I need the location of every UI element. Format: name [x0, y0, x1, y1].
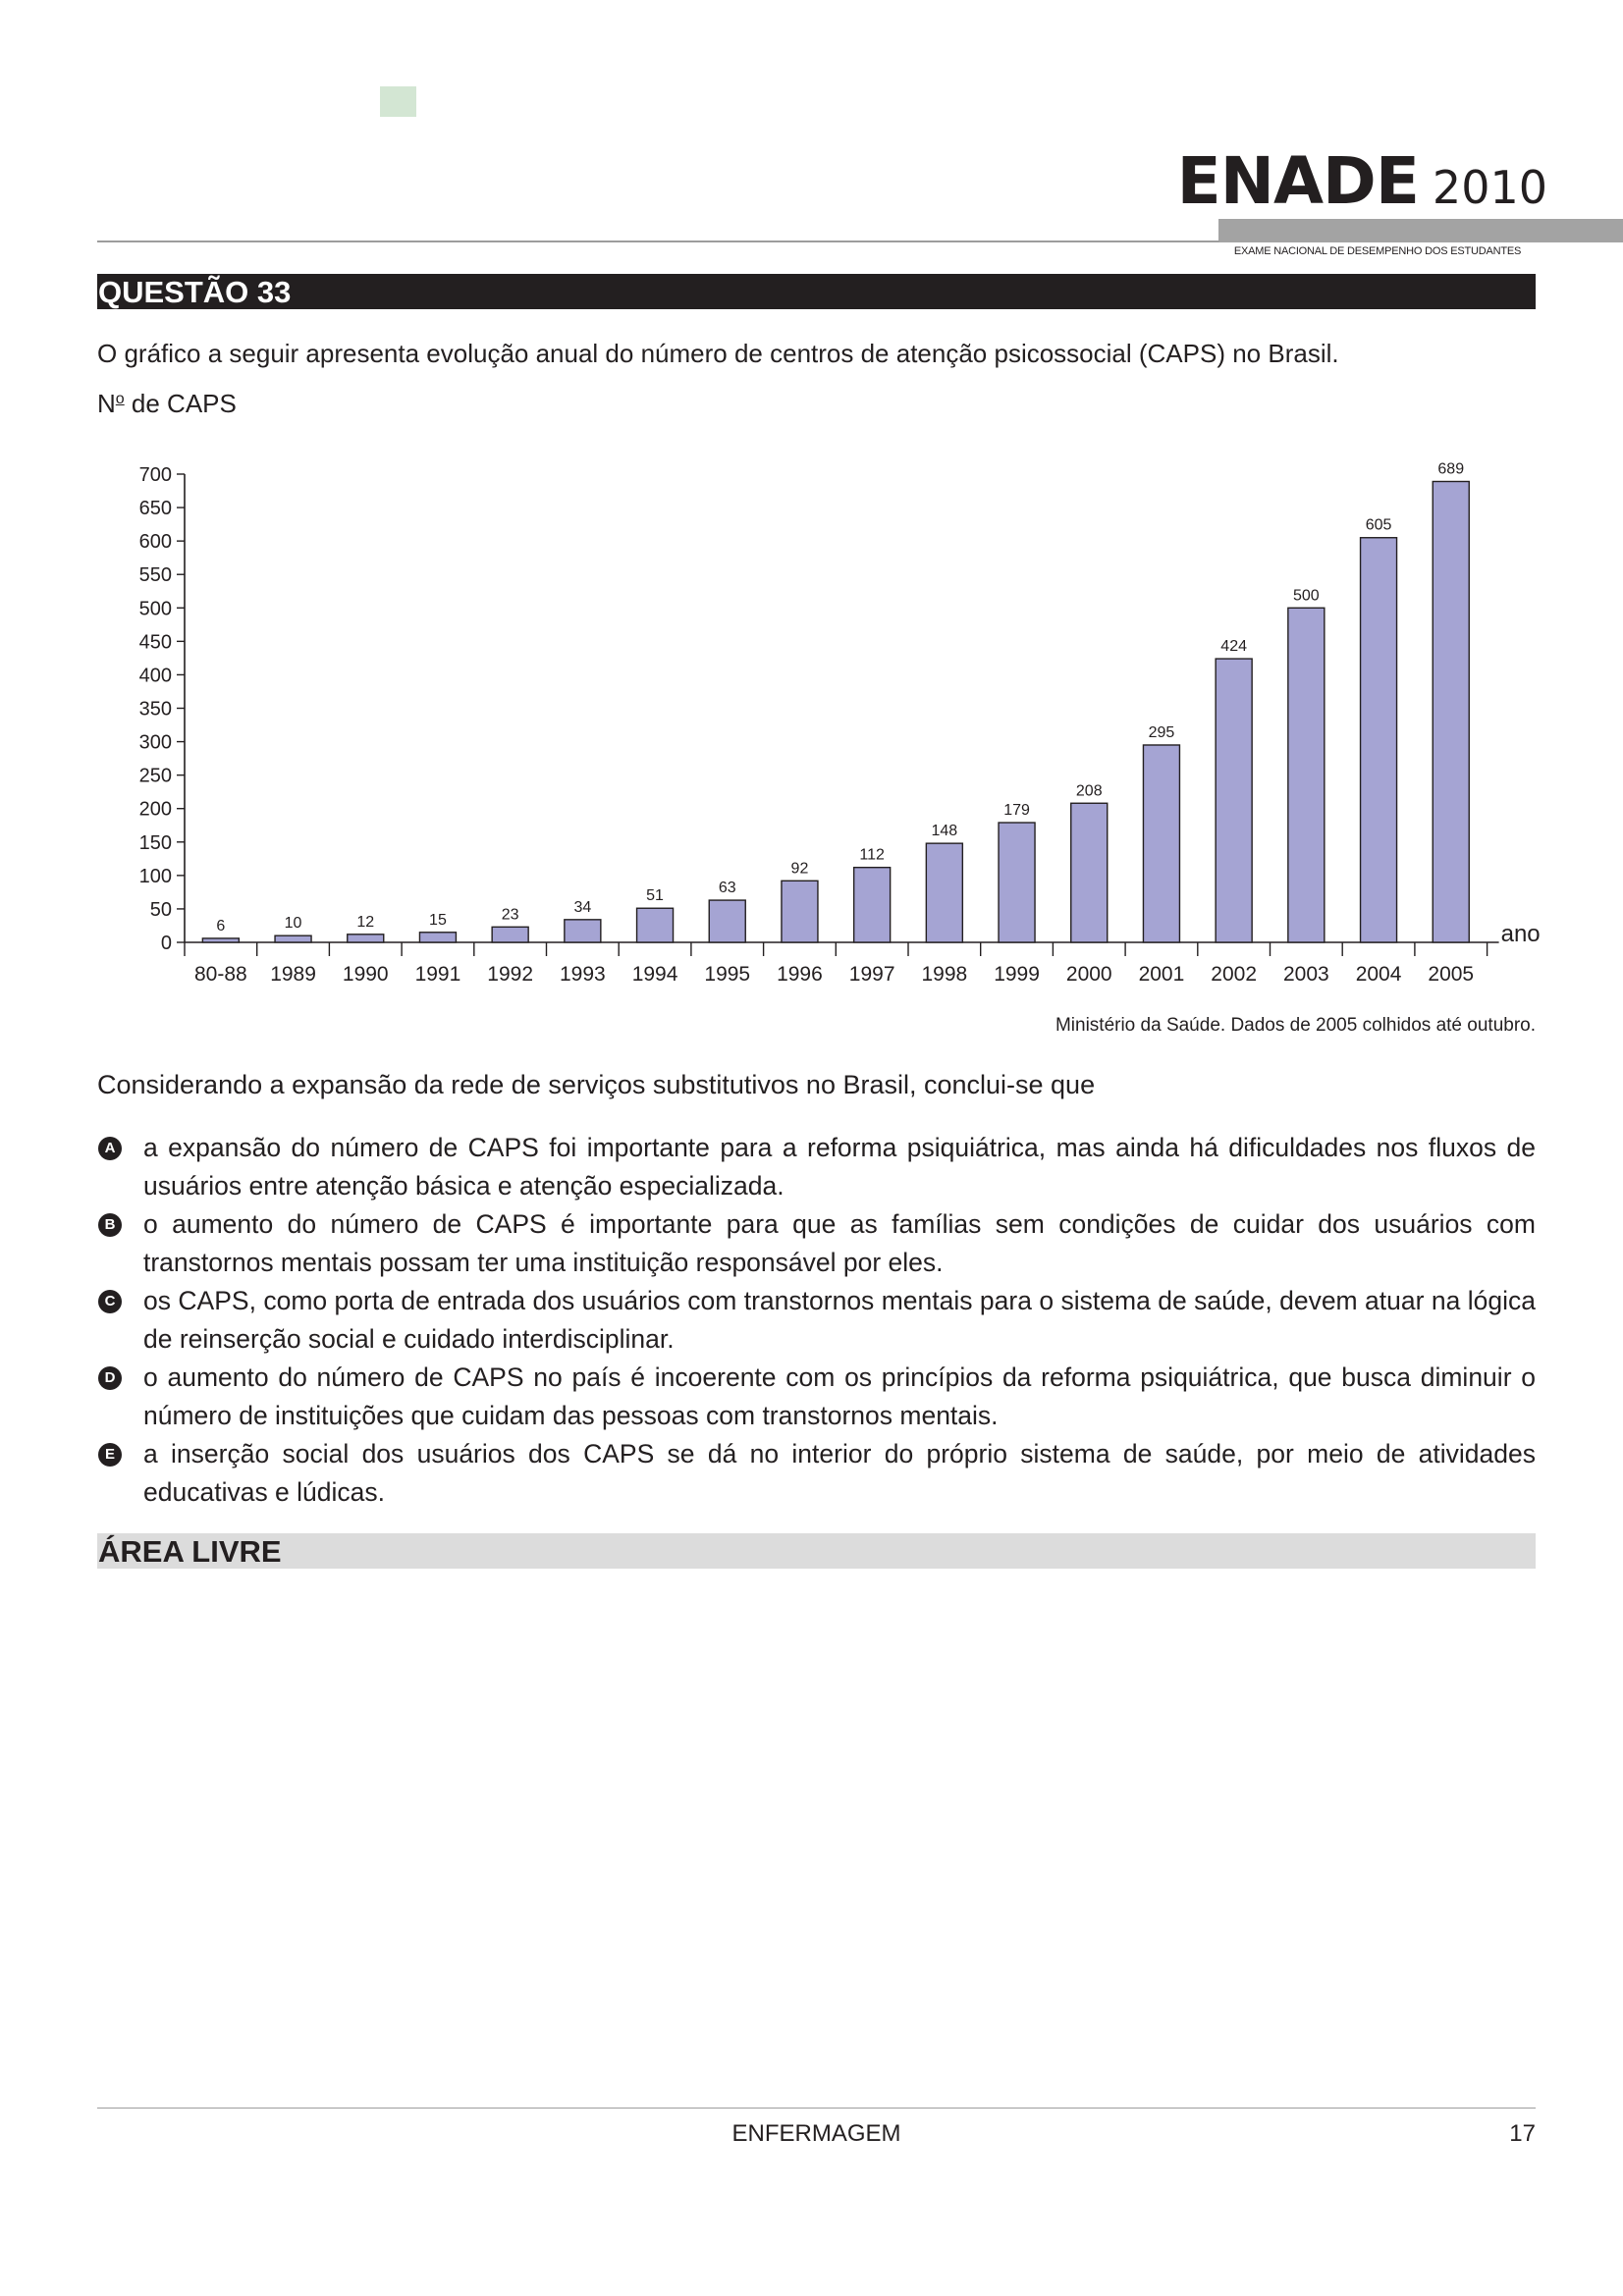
y-tick-label: 50: [149, 898, 172, 921]
bar: [202, 938, 239, 942]
header-rule: [97, 240, 1219, 242]
x-axis-label: ano: [1500, 921, 1541, 947]
y-tick-label: 600: [138, 531, 172, 554]
ylabel-sup: o: [115, 391, 125, 407]
option-c[interactable]: [97, 1282, 1536, 1359]
page-number: 17: [1509, 2120, 1536, 2147]
ylabel-rest: de CAPS: [124, 389, 237, 418]
question-intro: O gráfico a seguir apresenta evolução anual do número de centros de atenção psicossocial (CAPS) no Brasil.: [97, 339, 1339, 368]
option-b[interactable]: [97, 1205, 1536, 1282]
x-tick-label: 1998: [921, 963, 968, 986]
bar-value-label: 51: [646, 887, 664, 905]
bar-value-label: 689: [1437, 460, 1465, 478]
x-tick-label: 1989: [270, 963, 316, 986]
y-tick-label: 500: [138, 598, 172, 620]
option-e-marker: E: [98, 1443, 122, 1467]
bar-value-label: 295: [1148, 723, 1175, 741]
x-tick-label: 2001: [1138, 963, 1185, 986]
bar: [999, 823, 1035, 942]
bar-value-label: 12: [356, 913, 375, 931]
decorative-square: [380, 86, 416, 117]
x-tick-label: 1994: [631, 963, 678, 986]
y-tick-label: 300: [138, 731, 172, 754]
bar: [1216, 659, 1252, 942]
x-tick-label: 1993: [559, 963, 606, 986]
x-tick-label: 1999: [994, 963, 1040, 986]
bar: [1288, 608, 1325, 942]
bar: [1433, 481, 1469, 942]
bar: [1361, 538, 1397, 942]
bar: [492, 927, 528, 942]
option-e[interactable]: [97, 1435, 1536, 1512]
bar-value-label: 500: [1292, 587, 1320, 605]
header-subtitle: EXAME NACIONAL DE DESEMPENHO DOS ESTUDANTES: [1233, 245, 1522, 257]
chart-source: Ministério da Saúde. Dados de 2005 colhidos até outubro.: [1055, 1015, 1536, 1036]
question-title-bar: [97, 274, 1536, 309]
bar: [854, 868, 891, 942]
y-tick-label: 0: [160, 933, 172, 954]
bar-value-label: 148: [931, 823, 958, 840]
y-tick-label: 200: [138, 798, 172, 821]
option-a-text: a expansão do número de CAPS foi importante para a reforma psiquiátrica, mas ainda há dificuldades nos fluxos de usuários entre atenção básica e atenção especializada.: [143, 1133, 1536, 1201]
x-tick-label: 2002: [1211, 963, 1258, 986]
bar: [419, 933, 456, 942]
x-tick-label: 1991: [414, 963, 461, 986]
x-tick-label: 1995: [704, 963, 751, 986]
answer-options: [97, 1129, 1536, 1512]
bar-value-label: 112: [859, 846, 885, 864]
caps-bar-chart: [97, 452, 1550, 1001]
bar: [709, 900, 745, 942]
bar-value-label: 10: [284, 915, 302, 933]
bar: [348, 934, 384, 942]
bar: [782, 881, 818, 942]
bar: [565, 920, 601, 942]
ylabel-prefix: N: [97, 389, 116, 418]
area-livre-bar: [97, 1533, 1536, 1569]
option-c-marker: C: [98, 1290, 122, 1313]
y-tick-label: 550: [138, 564, 172, 587]
option-a-marker: A: [98, 1137, 122, 1160]
header-band: [1218, 219, 1623, 242]
bar-value-label: 34: [573, 898, 592, 916]
chart-ylabel: [97, 389, 237, 419]
x-tick-label: 1997: [848, 963, 895, 986]
x-tick-label: 2003: [1282, 963, 1329, 986]
question-title: QUESTÃO 33: [98, 275, 292, 309]
bar: [637, 908, 674, 942]
option-b-marker: B: [98, 1213, 122, 1237]
option-d-text: o aumento do número de CAPS no país é incoerente com os princípios da reforma psiquiátrica, que busca diminuir o número de instituições que cuidam das pessoas com transtornos mentais.: [143, 1362, 1536, 1430]
x-tick-label: 2000: [1065, 963, 1112, 986]
x-tick-label: 1990: [342, 963, 389, 986]
option-a[interactable]: [97, 1129, 1536, 1205]
question-prompt: Considerando a expansão da rede de serviços substitutivos no Brasil, conclui-se que: [97, 1070, 1096, 1099]
bar: [1071, 803, 1108, 942]
logo-year: 2010: [1432, 161, 1547, 214]
x-tick-label: 2004: [1355, 963, 1402, 986]
bar-value-label: 63: [718, 880, 736, 897]
x-tick-label: 1992: [487, 963, 534, 986]
enade-logo: [1176, 143, 1547, 219]
bar-value-label: 15: [429, 911, 447, 929]
bar-value-label: 179: [1003, 802, 1030, 820]
y-tick-label: 450: [138, 631, 172, 654]
y-tick-label: 700: [138, 464, 172, 486]
bar-value-label: 208: [1075, 782, 1103, 800]
bar-value-label: 23: [501, 906, 519, 924]
bar-value-label: 6: [216, 917, 226, 934]
y-tick-label: 100: [138, 865, 172, 887]
option-b-text: o aumento do número de CAPS é importante para que as famílias sem condições de cuidar dos usuários com transtornos mentais possam ter uma instituição responsável por eles.: [143, 1209, 1536, 1277]
logo-text: ENADE: [1176, 143, 1419, 219]
option-d[interactable]: [97, 1359, 1536, 1435]
area-livre-title: ÁREA LIVRE: [98, 1534, 282, 1569]
bar: [275, 935, 311, 942]
x-tick-label: 1996: [777, 963, 823, 986]
bar-value-label: 92: [790, 860, 809, 878]
option-e-text: a inserção social dos usuários dos CAPS se dá no interior do próprio sistema de saúde, por meio de atividades educativas e lúdicas.: [143, 1439, 1536, 1507]
y-tick-label: 250: [138, 765, 172, 787]
y-tick-label: 400: [138, 665, 172, 687]
x-tick-label: 2005: [1428, 963, 1475, 986]
bar: [1143, 745, 1179, 942]
bar: [926, 843, 962, 942]
bar-value-label: 424: [1220, 638, 1248, 656]
y-tick-label: 350: [138, 698, 172, 721]
option-c-text: os CAPS, como porta de entrada dos usuários com transtornos mentais para o sistema de saúde, devem atuar na lógica de reinserção social e cuidado interdisciplinar.: [143, 1286, 1536, 1354]
footer-rule: [97, 2108, 1536, 2109]
option-d-marker: D: [98, 1366, 122, 1390]
bar-value-label: 605: [1365, 516, 1392, 534]
footer-course: ENFERMAGEM: [731, 2120, 901, 2147]
y-tick-label: 650: [138, 498, 172, 520]
y-tick-label: 150: [138, 831, 172, 854]
x-tick-label: 80-88: [193, 963, 247, 986]
